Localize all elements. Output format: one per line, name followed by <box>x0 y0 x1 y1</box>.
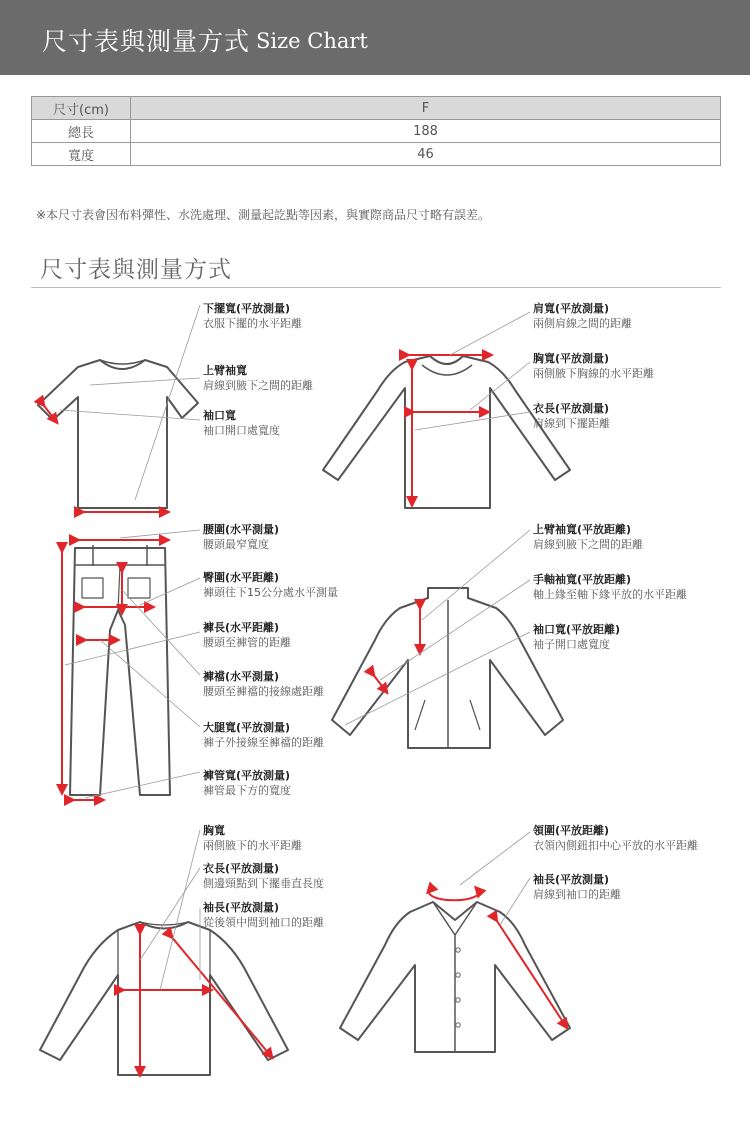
label-jacket-upper-arm <box>533 522 643 552</box>
table-header-size: F <box>131 97 721 120</box>
label-desc: 腰頭最窄寬度 <box>203 538 269 551</box>
label-title: 胸寬 <box>203 824 225 837</box>
pants-icon <box>70 548 170 795</box>
label-desc: 袖口開口處寬度 <box>203 424 280 437</box>
label-desc: 衣服下擺的水平距離 <box>203 317 302 330</box>
label-leg-opening <box>203 768 291 798</box>
label-hip <box>203 570 338 600</box>
row-value: 46 <box>131 143 721 166</box>
label-title: 腰圍(水平測量) <box>203 523 280 536</box>
label-shoulder-width <box>533 301 632 331</box>
label-title: 上臂袖寬(平放距離) <box>533 523 632 536</box>
label-title: 領圍(平放距離) <box>533 824 610 837</box>
label-thigh <box>203 720 324 750</box>
label-title: 下擺寬(平放測量) <box>203 302 291 315</box>
label-desc: 從後領中間到袖口的距離 <box>203 916 324 929</box>
label-raglan-sleeve <box>203 900 324 930</box>
label-raglan-length <box>203 861 324 891</box>
label-raglan-chest <box>203 823 302 853</box>
label-jacket-elbow <box>533 572 687 602</box>
label-chest-width <box>533 351 654 381</box>
label-desc: 肩線到下擺距離 <box>533 417 610 430</box>
label-title: 褲襠(水平測量) <box>203 670 280 683</box>
label-title: 衣長(平放測量) <box>533 402 610 415</box>
header-subtitle: Size Chart <box>256 29 368 53</box>
label-pants-length <box>203 620 291 650</box>
label-desc: 兩側腋下的水平距離 <box>203 839 302 852</box>
label-collar <box>533 823 698 853</box>
label-desc: 腰頭至褲襠的接線處距離 <box>203 685 324 698</box>
label-desc: 腰頭至褲管的距離 <box>203 636 291 649</box>
label-rise <box>203 669 324 699</box>
label-title: 褲長(水平距離) <box>203 621 280 634</box>
label-desc: 褲子外接線至褲襠的距離 <box>203 736 324 749</box>
label-desc: 袖子開口處寬度 <box>533 638 610 651</box>
label-desc: 兩側腋下胸線的水平距離 <box>533 367 654 380</box>
label-title: 臀圍(水平距離) <box>203 571 280 584</box>
label-desc: 褲頭往下15公分處水平測量 <box>203 586 338 599</box>
label-upper-arm <box>203 363 313 393</box>
label-desc: 軸上緣至軸下緣平放的水平距離 <box>533 588 687 601</box>
label-jacket-cuff <box>533 622 620 652</box>
label-title: 袖口寬(平放距離) <box>533 623 621 636</box>
label-title: 袖口寬 <box>203 409 236 422</box>
label-hem-width <box>203 301 302 331</box>
label-title: 上臂袖寬 <box>203 364 247 377</box>
label-desc: 肩線到腋下之間的距離 <box>533 538 643 551</box>
label-waist <box>203 522 279 552</box>
row-label: 總長 <box>32 120 131 143</box>
label-desc: 兩側肩線之間的距離 <box>533 317 632 330</box>
table-header-label: 尺寸(cm) <box>32 97 131 120</box>
label-desc: 褲管最下方的寬度 <box>203 784 291 797</box>
label-length <box>533 401 610 431</box>
row-label: 寬度 <box>32 143 131 166</box>
header-title: 尺寸表與測量方式 <box>42 27 251 56</box>
raglan-icon <box>40 922 288 1075</box>
label-desc: 肩線到袖口的距離 <box>533 888 621 901</box>
disclaimer-note: ※本尺寸表會因布料彈性、水洗處理、測量起訖點等因素，與實際商品尺寸略有誤差。 <box>36 208 491 222</box>
section-title: 尺寸表與測量方式 <box>40 257 232 283</box>
label-title: 袖長(平放測量) <box>533 873 610 886</box>
label-title: 衣長(平放測量) <box>203 862 280 875</box>
label-title: 肩寬(平放測量) <box>533 302 610 315</box>
row-value: 188 <box>131 120 721 143</box>
label-cuff-width <box>203 408 280 438</box>
label-desc: 衣領內側鈕扣中心平放的水平距離 <box>533 839 698 852</box>
label-desc: 側邊頸點到下擺垂直長度 <box>203 877 324 890</box>
label-title: 褲管寬(平放測量) <box>203 769 291 782</box>
label-title: 胸寬(平放測量) <box>533 352 610 365</box>
label-title: 大腿寬(平放測量) <box>203 721 291 734</box>
label-desc: 肩線到腋下之間的距離 <box>203 379 313 392</box>
label-title: 袖長(平放測量) <box>203 901 280 914</box>
label-title: 手軸袖寬(平放距離) <box>533 573 632 586</box>
label-shirt-sleeve <box>533 872 621 902</box>
